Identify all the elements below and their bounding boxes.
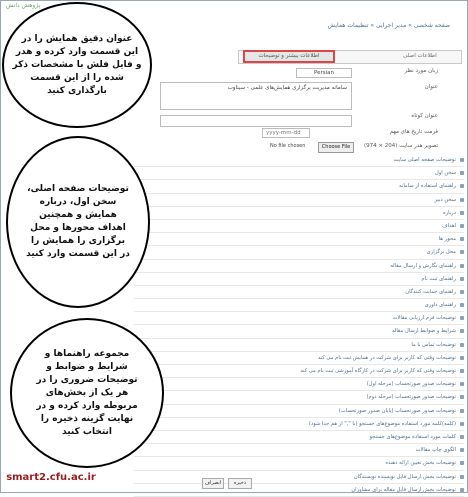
expand-icon: [460, 303, 464, 307]
file-status: No file chosen: [270, 143, 306, 149]
section-item-label: توضیحات صدور صورتحساب (مرحله اول): [366, 381, 456, 388]
bubble-line: این قسمت وارد کرده و هدر: [15, 46, 139, 57]
expand-icon: [460, 224, 464, 228]
bubble1-text: [13, 33, 142, 98]
annotation-bubble-title: [2, 2, 152, 128]
section-item-label: درباره: [442, 209, 456, 216]
section-item-label: توضیحات تماس با ما: [411, 341, 456, 348]
section-item[interactable]: [134, 352, 464, 365]
expand-icon: [460, 382, 464, 386]
section-item-label: توضیحات فرم ارزیابی مقالات: [392, 315, 456, 322]
expand-icon: [460, 277, 464, 281]
section-item[interactable]: [134, 207, 464, 220]
bubble-line: بارگذاری کنید: [47, 85, 107, 96]
expand-icon: [460, 329, 464, 333]
section-item-label: راهنمای نگارش و ارسال مقاله: [390, 262, 456, 269]
section-item[interactable]: [134, 471, 464, 484]
section-item[interactable]: [134, 312, 464, 325]
section-item[interactable]: [134, 299, 464, 312]
bubble-line: توضیحات ضروری را در: [36, 374, 138, 385]
language-field[interactable]: Persian: [296, 68, 352, 78]
section-item-label: راهنمای استفاده از سامانه: [399, 183, 456, 190]
section-item[interactable]: [134, 167, 464, 180]
bubble-line: شده را از این قسمت: [30, 72, 124, 83]
section-item[interactable]: [134, 154, 464, 167]
section-item[interactable]: [134, 220, 464, 233]
expand-icon: [460, 435, 464, 439]
section-item[interactable]: [134, 286, 464, 299]
expand-icon: [460, 198, 464, 202]
expand-icon: [460, 158, 464, 162]
section-item[interactable]: [134, 365, 464, 378]
section-item-label: اهداف: [442, 222, 456, 229]
annotation-bubble-guides: [10, 318, 164, 468]
expand-icon: [460, 250, 464, 254]
expand-icon: [460, 395, 464, 399]
section-item[interactable]: [134, 325, 464, 338]
short-title-label: عنوان کوتاه: [411, 113, 438, 119]
date-format-input[interactable]: yyyy-mm-dd: [262, 128, 310, 138]
footer-url: smart2.cfu.ac.ir: [6, 471, 96, 483]
section-item-label: راهنمای حمایت کنندگان: [405, 288, 456, 295]
cancel-button[interactable]: انصراف: [202, 478, 224, 489]
bubble-line: هر یک از بخش‌های: [45, 387, 129, 398]
bubble-line: برگزاری را همایش را: [30, 236, 125, 246]
section-item-label: توضیحات بخش ارسال فایل مقاله برای مشاوران: [351, 486, 456, 493]
section-item[interactable]: [134, 484, 464, 497]
bubble-line: مجموعه راهنماها و: [44, 348, 130, 359]
section-item[interactable]: [134, 194, 464, 207]
section-item-label: توضیحات صدور صورتحساب (مرحله دوم): [366, 394, 456, 401]
section-item[interactable]: [134, 260, 464, 273]
bubble-line: انتخاب کنید: [62, 426, 112, 437]
save-button[interactable]: ذخیره: [228, 478, 252, 489]
expand-icon: [460, 316, 464, 320]
bubble-line: مربوطه وارد کرده و در: [36, 400, 138, 411]
section-item-label: راهنمای داوری: [424, 302, 456, 309]
section-item-label: توضیحات وقتی که کاربر برای شرکت در کارگاه آموزشی ثبت نام می کند: [300, 368, 456, 374]
choose-file-button[interactable]: Choose File: [318, 142, 354, 153]
section-item-label: سخن اول: [434, 170, 456, 177]
section-item-label: (کلمه)کلمه مورد استفاده موضوع‌های جستجو (با "," از هم جدا شود): [308, 420, 456, 427]
section-item[interactable]: [134, 418, 464, 431]
expand-icon: [460, 369, 464, 373]
brand-text: پژوهش دانش: [6, 2, 41, 9]
expand-icon: [460, 290, 464, 294]
section-item[interactable]: [134, 180, 464, 193]
bubble2-text: [26, 183, 130, 261]
header-image-label: تصویر هدر سایت (204 × 974): [363, 143, 438, 149]
section-item[interactable]: [134, 457, 464, 470]
expand-icon: [460, 184, 464, 188]
section-item-label: توضیحات صدور صورتحساب (پایان صدور صورتحساب): [338, 407, 456, 414]
section-item-label: توضیحات بخش تعیین ارائه دهنده: [385, 460, 456, 467]
title-input[interactable]: سامانه مدیریت برگزاری همایش‌های علمی - سیناوب: [160, 82, 352, 110]
section-item-label: راهنمای ثبت نام: [421, 275, 456, 282]
section-item-label: سخن دبیر: [434, 196, 456, 203]
bubble-line: در این قسمت وارد کنید: [26, 249, 130, 259]
section-item[interactable]: [134, 391, 464, 404]
sections-list: [134, 154, 464, 497]
section-item-label: شرایط و ضوابط ارسال مقاله: [391, 328, 456, 335]
expand-icon: [460, 211, 464, 215]
section-item-label: الگوی چاپ مقالات: [415, 447, 456, 454]
section-item-label: محور ها: [438, 236, 456, 243]
expand-icon: [460, 488, 464, 492]
section-item[interactable]: [134, 273, 464, 286]
bubble-line: همایش و همچنین: [39, 210, 117, 220]
bubble-line: و فایل فلش با مشخصات ذکر: [12, 59, 142, 70]
date-format-label: فرمت تاریخ های مهم: [389, 129, 438, 135]
language-label: زبان مورد نظر: [404, 68, 438, 74]
title-label: عنوان: [424, 84, 438, 90]
bubble3-text: [36, 348, 137, 439]
section-item-label: توضیحات صفحه اصلی سایت: [393, 157, 456, 163]
expand-icon: [460, 422, 464, 426]
expand-icon: [460, 475, 464, 479]
bubble-line: سخن اول، درباره: [39, 197, 117, 207]
section-item[interactable]: [134, 431, 464, 444]
section-item[interactable]: [134, 246, 464, 259]
tab-more-info[interactable]: اطلاعات بیشتر و توضیحات: [243, 50, 335, 63]
expand-icon: [460, 409, 464, 413]
expand-icon: [460, 356, 464, 360]
section-item-label: کلمات مورد استفاده موضوع‌های جستجو: [369, 433, 456, 440]
expand-icon: [460, 264, 464, 268]
section-item-label: توضیحات بخش ارسال فایل نویسنده نویسندگان: [353, 473, 456, 480]
bubble-line: اهداف محورها و محل: [30, 223, 126, 233]
section-item-label: محل برگزاری: [426, 249, 456, 256]
expand-icon: [460, 343, 464, 347]
section-item[interactable]: [134, 444, 464, 457]
section-item[interactable]: [134, 233, 464, 246]
expand-icon: [460, 461, 464, 465]
expand-icon: [460, 448, 464, 452]
section-item[interactable]: [134, 378, 464, 391]
bubble-line: عنوان دقیق همایش را در: [21, 33, 133, 44]
bubble-line: توضیحات صفحه اصلی،: [27, 184, 129, 194]
tab-bar: [238, 50, 462, 64]
tab-main-info[interactable]: اطلاعات اصلی: [403, 53, 437, 59]
section-item[interactable]: [134, 339, 464, 352]
breadcrumb[interactable]: صفحه شخصی » مدیر اجرایی » تنظیمات همایش: [327, 22, 450, 29]
short-title-input[interactable]: [160, 115, 352, 127]
bubble-line: نهایت گزینه ذخیره را: [40, 413, 134, 424]
annotation-bubble-intro: [6, 136, 150, 308]
expand-icon: [460, 237, 464, 241]
section-item-label: توضیحات وقتی که کاربر برای شرکت در همایش ثبت نام می کند: [318, 354, 456, 361]
expand-icon: [460, 171, 464, 175]
bubble-line: شرایط و ضوابط و: [46, 361, 128, 372]
section-item[interactable]: [134, 405, 464, 418]
